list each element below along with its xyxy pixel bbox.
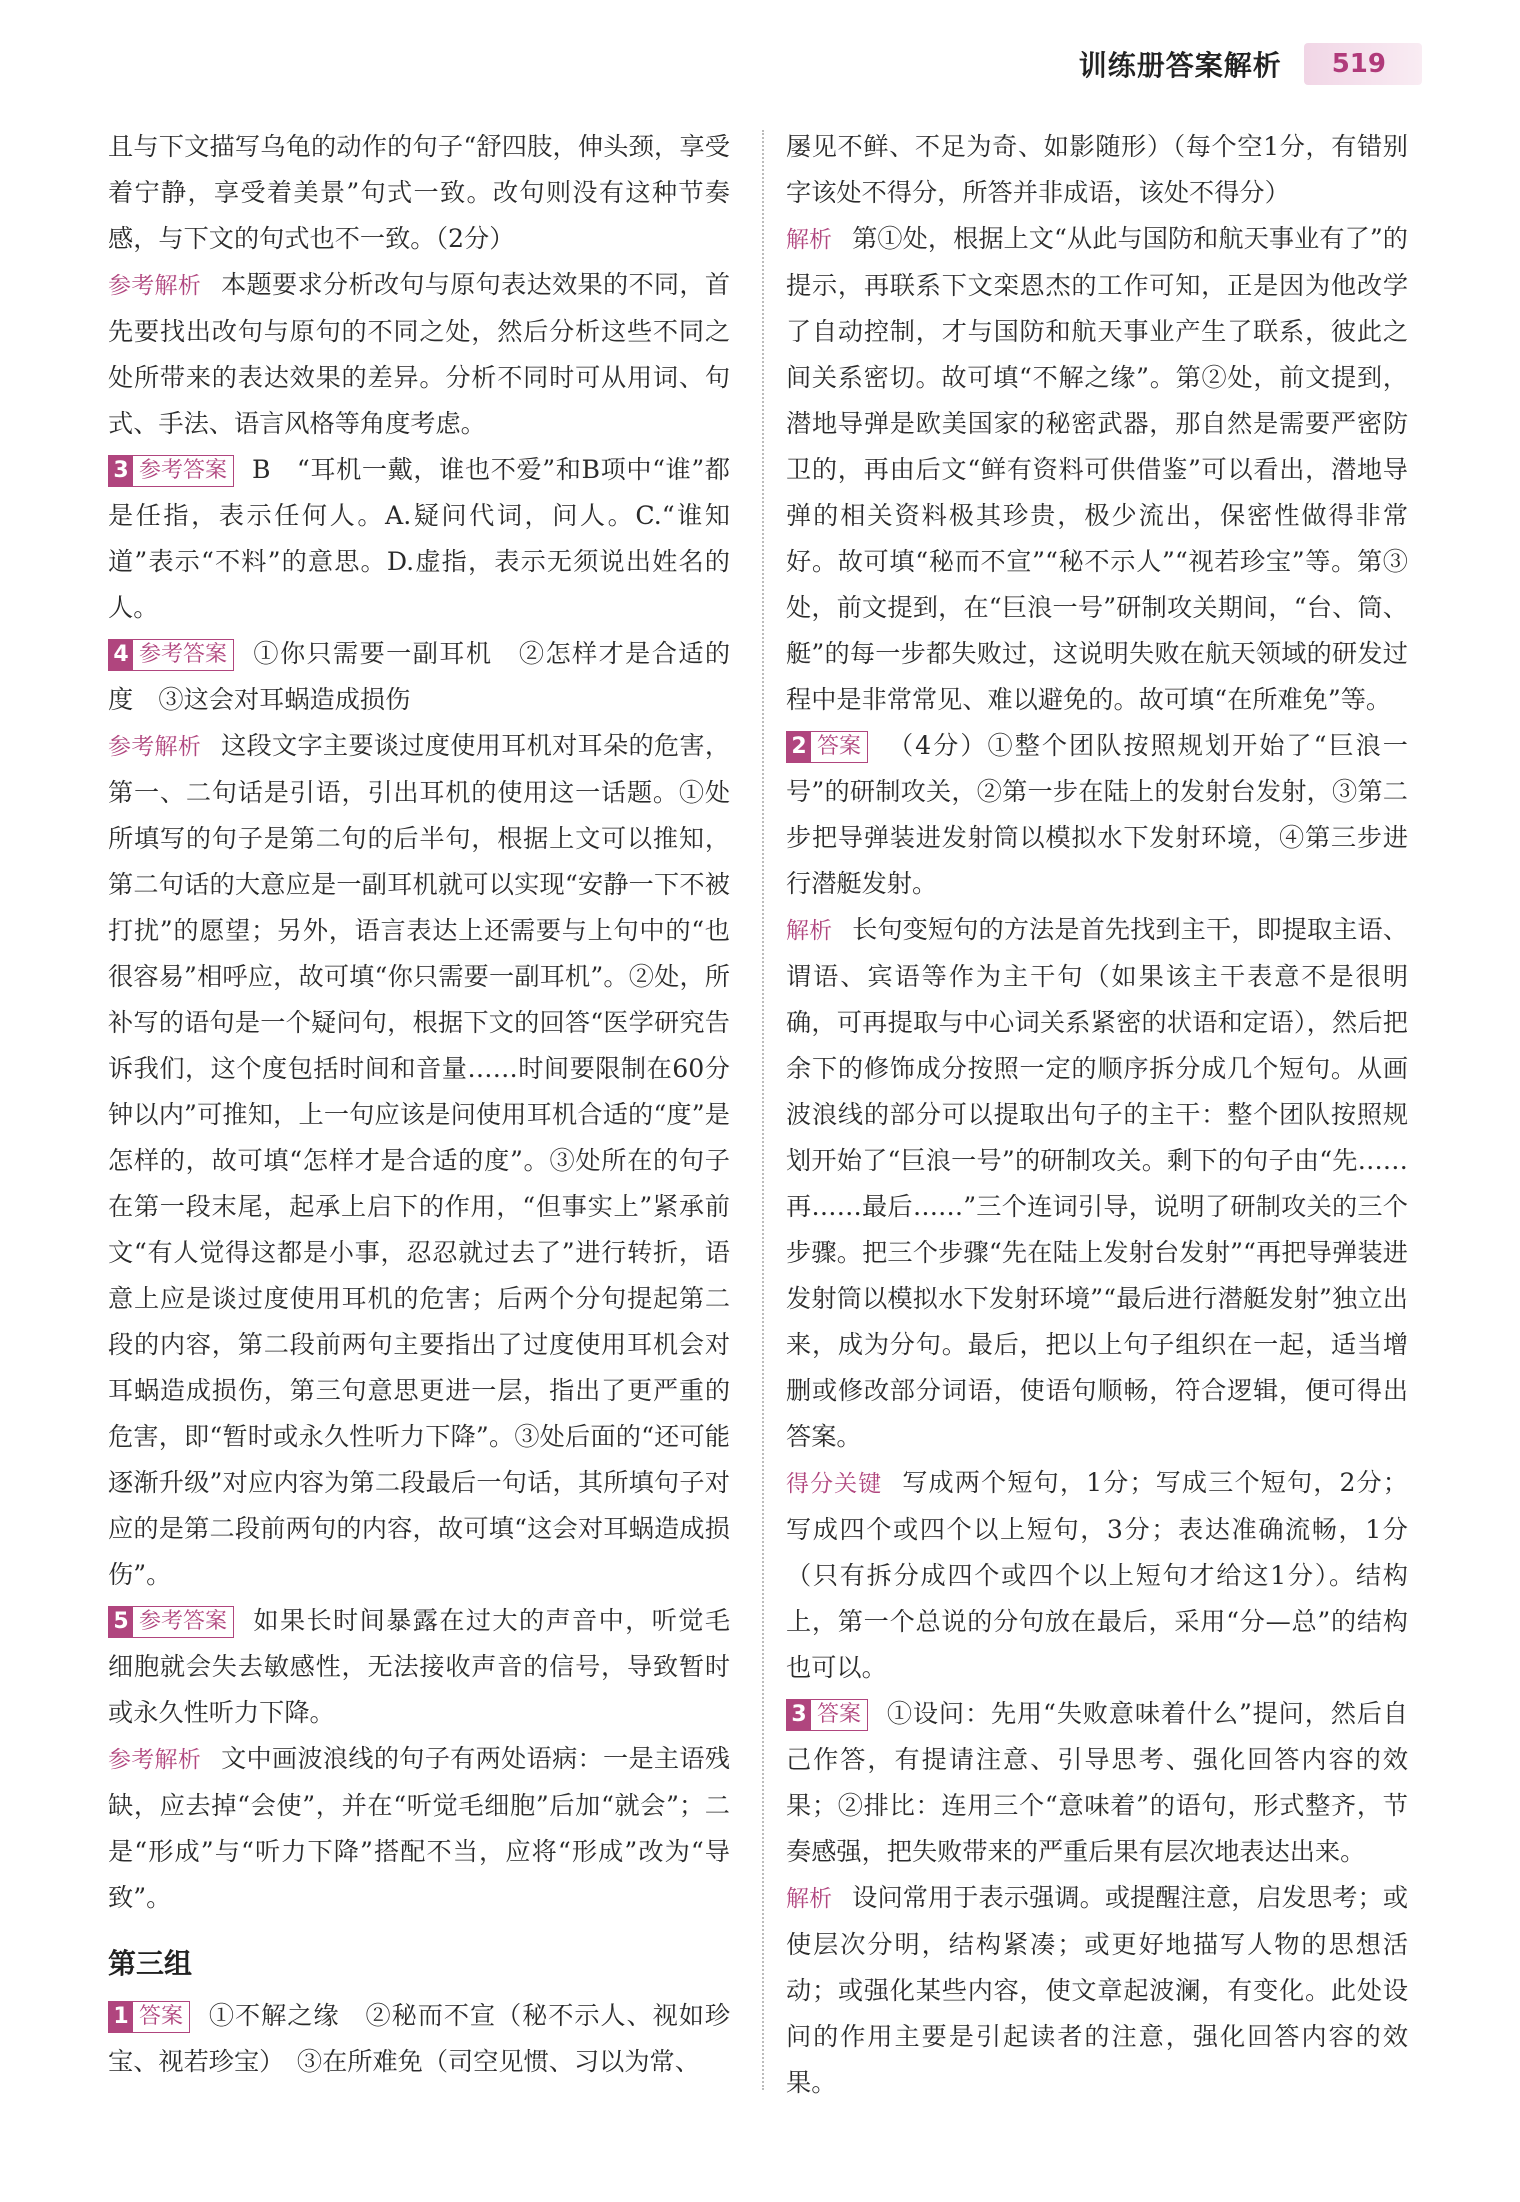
answer-badge: 1 答案 (108, 2001, 190, 2033)
analysis-tag: 解析 (786, 227, 833, 253)
analysis-tag: 参考解析 (108, 1747, 202, 1773)
column-divider (762, 130, 764, 2090)
analysis: 解析 长句变短句的方法是首先找到主干，即提取主语、谓语、宾语等作为主干句（如果该主干表意不是很明确，可再提取与中心词关系紧密的状语和定语），然后把余下的修饰成分按照一定的顺序拆分成几个短句。从画波浪线的部分可以提取出句子的主干：整个团队按照规划开始了“巨浪一号”的研制攻关。剩下的句子由“先……再……最后……”三个连词引导，说明了研制攻关的三个步骤。把三个步骤“先在陆上发射台发射”“再把导弹装进发射筒以模拟水下发射环境”“最后进行潜艇发射”独立出来，成为分句。最后，把以上句子组织在一起，适当增删或修改部分词语，使语句顺畅，符合逻辑，便可得出答案。 (786, 915, 1409, 1451)
answer-4: 4 参考答案 ①你只需要一副耳机 ②怎样才是合适的度 ③这会对耳蜗造成损伤 (108, 639, 730, 714)
answer-5: 5 参考答案 如果长时间暴露在过大的声音中，听觉毛细胞就会失去敏感性，无法接收声音的信号，导致暂时或永久性听力下降。 (108, 1606, 730, 1727)
analysis-tag: 解析 (786, 1886, 833, 1912)
right-column (786, 124, 1408, 2106)
answer-badge: 2 答案 (786, 731, 868, 763)
answer-badge: 3 答案 (786, 1699, 868, 1731)
paragraph: 且与下文描写乌龟的动作的句子“舒四肢，伸头颈，享受着宁静，享受着美景”句式一致。改句则没有这种节奏感，与下文的句式也不一致。（2分） (108, 132, 730, 253)
answer-badge: 4 参考答案 (108, 639, 234, 671)
answer-3: 3 参考答案 B “耳机一戴，谁也不爱”和B项中“谁”都是任指，表示任何人。A.疑问代词，问人。C.“谁知道”表示“不料”的意思。D.虚指，表示无须说出姓名的人。 (108, 455, 730, 622)
analysis-tag: 参考解析 (108, 273, 202, 299)
answer-3: 3 答案 ①设问：先用“失败意味着什么”提问，然后自己作答，有提请注意、引导思考、强化回答内容的效果；②排比：连用三个“意味着”的语句，形式整齐，节奏感强，把失败带来的严重后果有层次地表达出来。 (786, 1699, 1408, 1866)
paragraph: 屡见不鲜、不足为奇、如影随形）（每个空1分，有错别字该处不得分，所答并非成语，该处不得分） (786, 132, 1408, 207)
reference-analysis: 参考解析 本题要求分析改句与原句表达效果的不同，首先要找出改句与原句的不同之处，然后分析这些不同之处所带来的表达效果的差异。分析不同时可从用词、句式、手法、语言风格等角度考虑。 (108, 270, 731, 438)
reference-analysis: 参考解析 这段文字主要谈过度使用耳机对耳朵的危害，第一、二句话是引语，引出耳机的使用这一话题。①处所填写的句子是第二句的后半句，根据上文可以推知，第二句话的大意应是一副耳机就可以实现“安静一下不被打扰”的愿望；另外，语言表达上还需要与上句中的“也很容易”相呼应，故可填“你只需要一副耳机”。②处，所补写的语句是一个疑问句，根据下文的回答“医学研究告诉我们，这个度包括时间和音量……时间要限制在60分钟以内”可推知，上一句应该是问使用耳机合适的“度”是怎样的，故可填“怎样才是合适的度”。③处所在的句子在第一段末尾，起承上启下的作用，“但事实上”紧承前文“有人觉得这都是小事，忍忍就过去了”进行转折，语意上应是谈过度使用耳机的危害；后两个分句提起第二段的内容，第二段前两句主要指出了过度使用耳机会对耳蜗造成损伤，第三句意思更进一层，指出了更严重的危害，即“暂时或永久性听力下降”。③处后面的“还可能逐渐升级”对应内容为第二段最后一句话，其所填句子对应的是第二段前两句的内容，故可填“这会对耳蜗造成损伤”。 (108, 731, 731, 1589)
reference-analysis: 参考解析 文中画波浪线的句子有两处语病：一是主语残缺，应去掉“会使”，并在“听觉毛细胞”后加“就会”；二是“形成”与“听力下降”搭配不当，应将“形成”改为“导致”。 (108, 1744, 731, 1912)
analysis-tag: 解析 (786, 918, 833, 944)
analysis: 解析 设问常用于表示强调。或提醒注意，启发思考；或使层次分明，结构紧凑；或更好地描写人物的思想活动；或强化某些内容，使文章起波澜，有变化。此处设问的作用主要是引起读者的注意，强化回答内容的效果。 (786, 1883, 1409, 2097)
left-column (108, 124, 730, 2085)
answer-badge: 3 参考答案 (108, 455, 234, 487)
answer-badge: 5 参考答案 (108, 1606, 234, 1638)
page-number: 519 (1304, 43, 1422, 85)
scoring-key-tag: 得分关键 (786, 1471, 883, 1497)
answer-2: 2 答案 （4分）①整个团队按照规划开始了“巨浪一号”的研制攻关，②第一步在陆上的发射台发射，③第二步把导弹装进发射筒以模拟水下发射环境，④第三步进行潜艇发射。 (786, 731, 1408, 898)
page-header (1079, 40, 1422, 88)
analysis: 解析 第①处，根据上文“从此与国防和航天事业有了”的提示，再联系下文栾恩杰的工作可知，正是因为他改学了自动控制，才与国防和航天事业产生了联系，彼此之间关系密切。故可填“不解之缘”。第②处，前文提到，潜地导弹是欧美国家的秘密武器，那自然是需要严密防卫的，再由后文“鲜有资料可供借鉴”可以看出，潜地导弹的相关资料极其珍贵，极少流出，保密性做得非常好。故可填“秘而不宣”“秘不示人”“视若珍宝”等。第③处，前文提到，在“巨浪一号”研制攻关期间，“台、筒、艇”的每一步都失败过，这说明失败在航天领域的研发过程中是非常常见、难以避免的。故可填“在所难免”等。 (786, 224, 1408, 714)
section-title: 第三组 (108, 1947, 193, 1980)
group3-answer-1: 1 答案 ①不解之缘 ②秘而不宣（秘不示人、视如珍宝、视若珍宝） ③在所难免（司空见惯、习以为常、 (108, 2001, 730, 2076)
analysis-tag: 参考解析 (108, 734, 202, 760)
header-title: 训练册答案解析 (1078, 49, 1282, 82)
scoring-key: 得分关键 写成两个短句，1分；写成三个短句，2分；写成四个或四个以上短句，3分；表达准确流畅，1分（只有拆分成四个或四个以上短句才给这1分）。结构上，第一个总说的分句放在最后，采用“分—总”的结构也可以。 (786, 1468, 1408, 1682)
